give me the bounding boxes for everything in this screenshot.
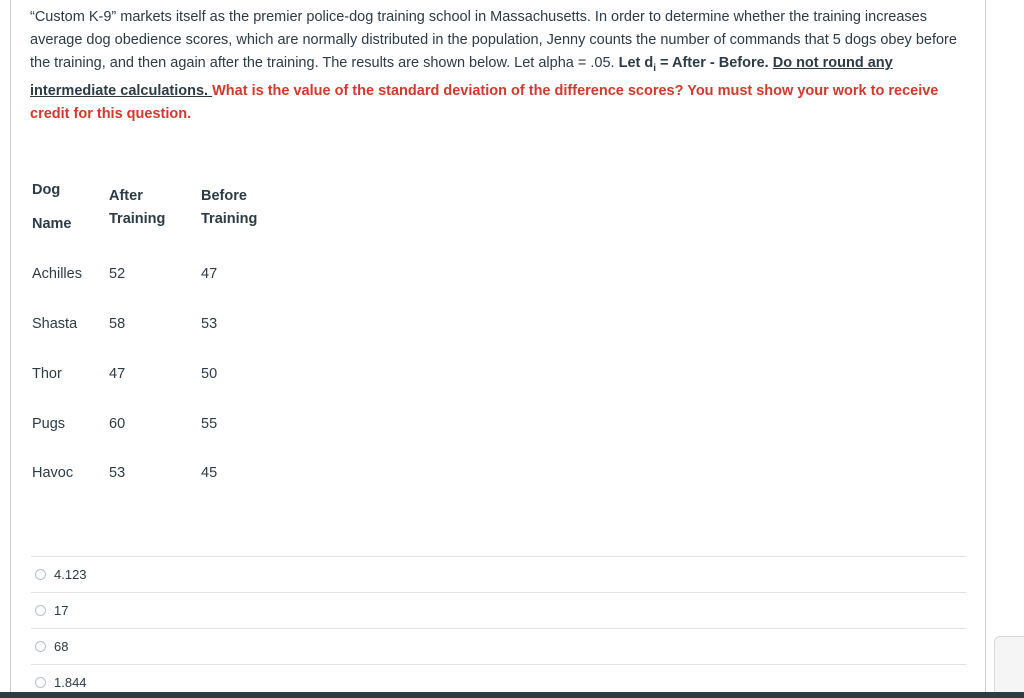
dog-name-cell: Achilles [32, 266, 82, 282]
radio-button[interactable] [35, 641, 46, 652]
before-score-cell: 45 [201, 465, 218, 481]
question-intro-text: “Custom K-9” markets itself as the premier police-dog training school in Massachusetts. In order to determine whether the training increases average dog obedience scores, which are normally distributed in the population, Jenny counts the number of commands that 5 dogs obey before the training, and then again after the training. The results are shown below. Let alpha = .05. [30, 9, 957, 71]
header-after-line2: Training [109, 211, 166, 227]
before-score-cell: 50 [201, 366, 218, 382]
answer-option-label: 68 [54, 639, 69, 654]
difference-definition-prefix: Let d [618, 55, 654, 71]
header-after-line1: After [109, 188, 143, 204]
question-card [10, 0, 986, 698]
answer-option-label: 17 [54, 603, 69, 618]
radio-button[interactable] [35, 569, 46, 580]
radio-button[interactable] [35, 605, 46, 616]
answer-option[interactable] [31, 592, 966, 628]
header-dog-line2: Name [32, 216, 72, 232]
difference-definition-text: = After - Before. [656, 55, 773, 71]
dog-name-cell: Thor [32, 366, 62, 382]
after-score-cell: 53 [109, 465, 126, 481]
after-score-cell: 60 [109, 416, 126, 432]
answer-option[interactable] [31, 556, 966, 592]
answer-options [31, 556, 966, 698]
question-ask-text: What is the value of the standard deviation of the difference scores? You must show your work to receive credit for this question. [30, 82, 939, 122]
answer-option[interactable] [31, 628, 966, 664]
before-score-cell: 55 [201, 416, 218, 432]
question-prompt [30, 6, 965, 126]
bottom-bar [0, 692, 1024, 698]
header-before-line2: Training [201, 211, 258, 227]
radio-button[interactable] [35, 677, 46, 688]
header-before-line1: Before [201, 188, 247, 204]
answer-option-label: 1.844 [54, 675, 87, 690]
before-score-cell: 53 [201, 316, 218, 332]
header-dog-line1: Dog [32, 182, 61, 198]
dog-name-cell: Shasta [32, 316, 78, 332]
rounding-instruction: Do not round any intermediate calculations. [30, 55, 893, 99]
after-score-cell: 47 [109, 366, 126, 382]
after-score-cell: 52 [109, 266, 126, 282]
answer-option-label: 4.123 [54, 567, 87, 582]
difference-subscript: i [653, 62, 657, 74]
before-score-cell: 47 [201, 266, 218, 282]
dog-name-cell: Havoc [32, 465, 74, 481]
dog-name-cell: Pugs [32, 416, 66, 432]
side-panel-toggle[interactable] [994, 636, 1024, 696]
after-score-cell: 58 [109, 316, 126, 332]
